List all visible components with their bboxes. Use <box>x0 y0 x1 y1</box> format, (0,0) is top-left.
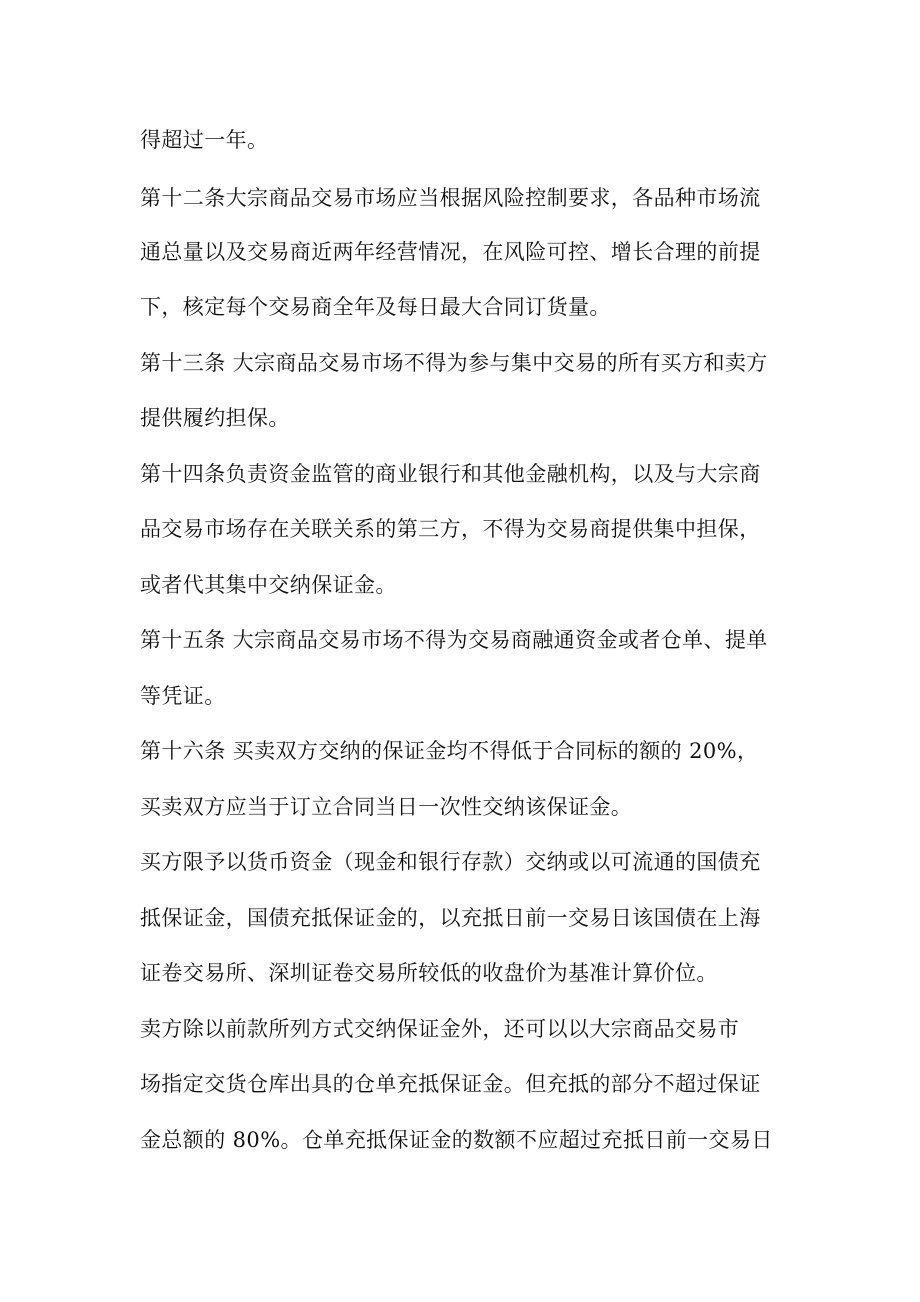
text-line: 第十二条大宗商品交易市场应当根据风险控制要求，各品种市场流 <box>140 186 761 210</box>
text-line: 买方限予以货币资金（现金和银行存款）交纳或以可流通的国债充 <box>140 850 761 874</box>
text-line: 第十三条 大宗商品交易市场不得为参与集中交易的所有买方和卖方 <box>140 351 768 375</box>
text-line: 第十四条负责资金监管的商业银行和其他金融机构，以及与大宗商 <box>140 462 761 486</box>
text-line: 卖方除以前款所列方式交纳保证金外，还可以以大宗商品交易市 <box>140 1017 740 1041</box>
text-line: 提供履约担保。 <box>140 406 290 430</box>
text-line: 品交易市场存在关联关系的第三方，不得为交易商提供集中担保， <box>140 517 761 541</box>
text-line: 得超过一年。 <box>140 128 269 152</box>
text-line: 抵保证金，国债充抵保证金的，以充抵日前一交易日该国债在上海 <box>140 906 761 930</box>
text-line: 买卖双方应当于订立合同当日一次性交纳该保证金。 <box>140 795 633 819</box>
text-line: 通总量以及交易商近两年经营情况，在风险可控、增长合理的前提 <box>140 240 761 264</box>
text-line: 第十五条 大宗商品交易市场不得为交易商融通资金或者仓单、提单 <box>140 628 768 652</box>
text-line: 下，核定每个交易商全年及每日最大合同订货量。 <box>140 295 611 319</box>
text-line: 场指定交货仓库出具的仓单充抵保证金。但充抵的部分不超过保证 <box>140 1072 761 1096</box>
text-line: 证卷交易所、深圳证卷交易所较低的收盘价为基准计算价位。 <box>140 961 718 985</box>
text-line: 或者代其集中交纳保证金。 <box>140 573 397 597</box>
text-line: 第十六条 买卖双方交纳的保证金均不得低于合同标的额的 20%， <box>140 739 759 763</box>
text-line: 等凭证。 <box>140 684 226 708</box>
text-line: 金总额的 80%。仓单充抵保证金的数额不应超过充抵日前一交易日 <box>140 1128 773 1152</box>
